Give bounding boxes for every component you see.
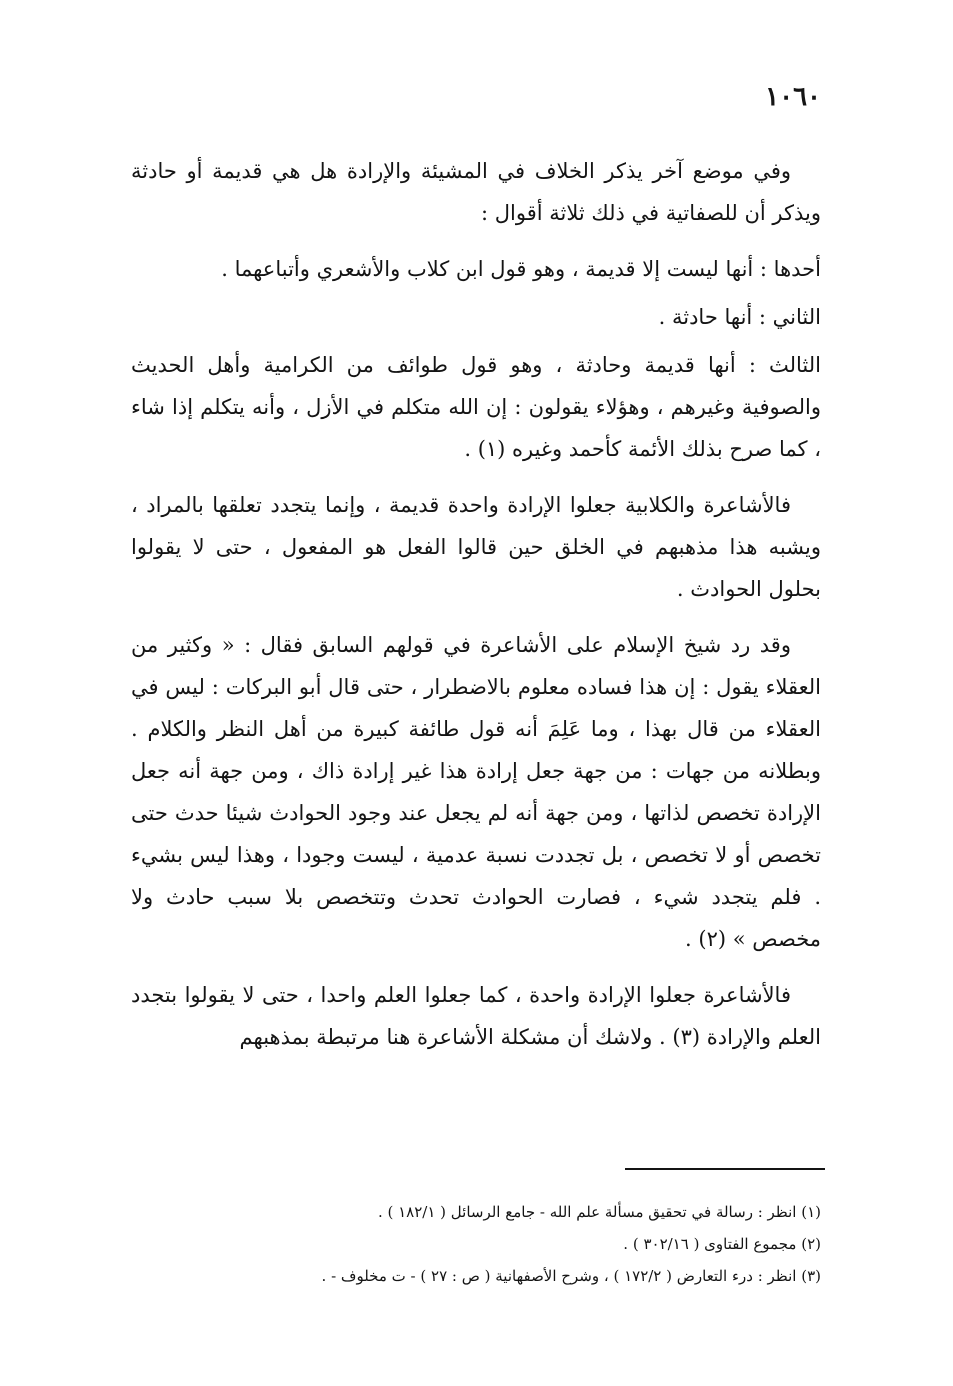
paragraph-ashaira-kullabiya: فالأشاعرة والكلابية جعلوا الإرادة واحدة قديمة ، وإنما يتجدد تعلقها بالمراد ، ويشبه هذا مذهبهم في الخلق حين قالوا الفعل هو المفعول ، حتى لا يقولوا بحلول الحوادث . [131, 493, 821, 601]
paragraph-intro: وفي موضع آخر يذكر الخلاف في المشيئة والإرادة هل هي قديمة أو حادثة ويذكر أن للصفاتية في ذلك ثلاثة أقوال : [131, 159, 821, 225]
main-text [131, 150, 821, 1072]
paragraph-ashaira-conclusion: فالأشاعرة جعلوا الإرادة واحدة ، كما جعلوا العلم واحدا ، حتى لا يقولوا بتجدد العلم والإرادة (٣) . ولاشك أن مشكلة الأشاعرة هنا مرتبطة بمذهبهم [131, 983, 821, 1049]
paragraph-second-view: الثاني : أنها حادثة . [658, 305, 821, 329]
paragraph-first-view: أحدها : أنها ليست إلا قديمة ، وهو قول ابن كلاب والأشعري وأتباعهما . [221, 257, 821, 281]
footnote-1: (١) انظر : رسالة في تحقيق مسألة علم الله - جامع الرسائل ( ١٨٢/١ ) . [377, 1203, 821, 1221]
footnote-separator [625, 1168, 825, 1170]
page-number: ١٠٦٠ [765, 82, 821, 112]
footnote-2: (٢) مجموع الفتاوى ( ٣٠٢/١٦ ) . [623, 1235, 821, 1253]
footnotes [131, 1196, 821, 1292]
paragraph-third-view: الثالث : أنها قديمة وحادثة ، وهو قول طوائف من الكرامية وأهل الحديث والصوفية وغيرهم ، وهؤلاء يقولون : إن الله متكلم في الأزل ، وأنه يتكلم إذا شاء ، كما صرح بذلك الأئمة كأحمد وغيره (١) . [131, 353, 821, 461]
footnote-3: (٣) انظر : درء التعارض ( ١٧٢/٢ ) ، وشرح الأصفهانية ( ص : ٢٧ ) - ت مخلوف - . [321, 1267, 821, 1285]
paragraph-refutation-quote: وقد رد شيخ الإسلام على الأشاعرة في قولهم السابق فقال : « وكثير من العقلاء يقول : إن هذا فساده معلوم بالاضطرار ، حتى قال أبو البركات : ليس في العقلاء من قال بهذا ، وما عَلِمَ أنه قول طائفة كبيرة من أهل النظر والكلام . وبطلانه من جهات : من جهة جعل إرادة هذا غير إرادة ذاك ، ومن جهة أنه جعل الإرادة تخصص لذاتها ، ومن جهة أنه لم يجعل عند وجود الحوادث شيئا حدث حتى تخصص أو لا تخصص ، بل تجددت نسبة عدمية ، ليست وجودا ، وهذا ليس بشيء . فلم يتجدد شيء ، فصارت الحوادث تحدث وتتخصص بلا سبب حادث ولا مخصص » (٢) . [131, 633, 821, 951]
